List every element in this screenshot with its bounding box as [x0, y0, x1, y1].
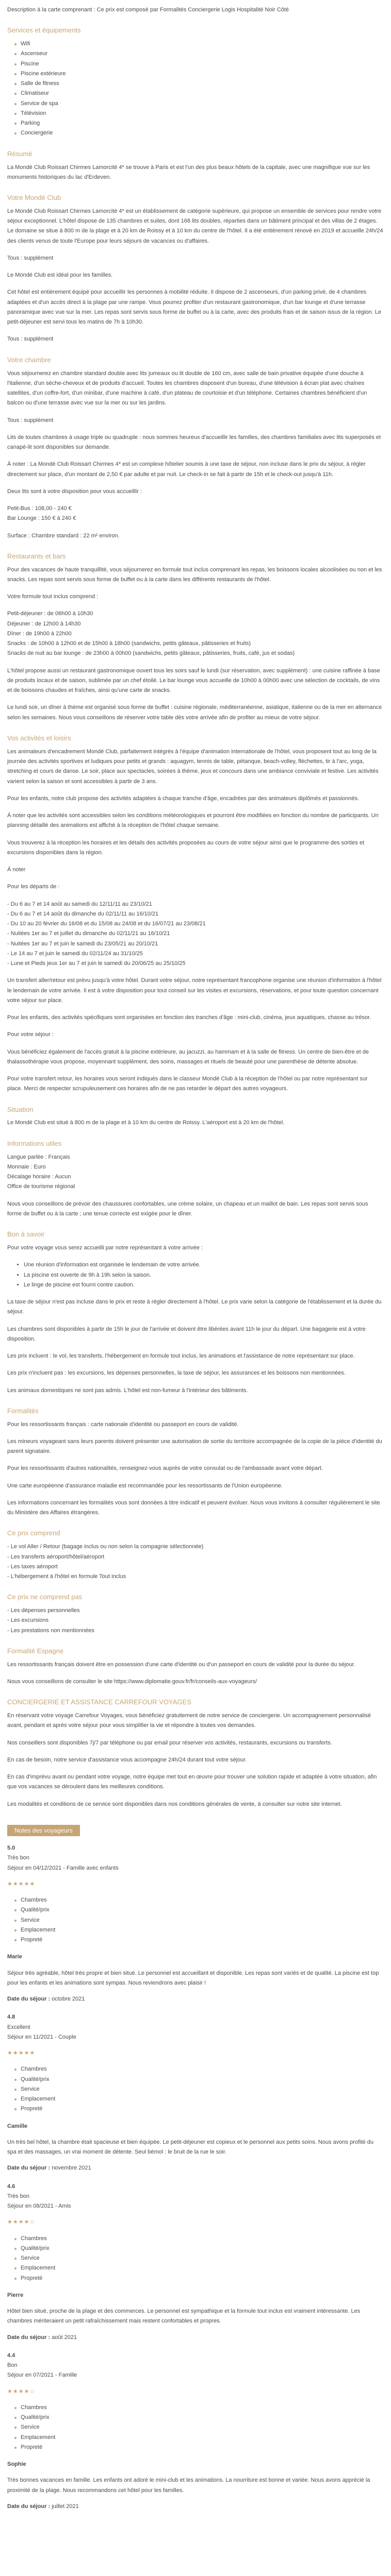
review-card — [7, 2012, 384, 2173]
compris-line: - Les taxes aéroport — [7, 1563, 58, 1570]
conciergerie-heading: CONCIERGERIE ET ASSISTANCE CARREFOUR VOYAGES — [7, 1698, 191, 1706]
review-category: Qualité/prix — [14, 2413, 384, 2422]
age-line: - Lune et Pieds jeux 1er au 7 et juin le samedi du 20/06/25 au 25/10/25 — [7, 960, 186, 967]
review-category: Qualité/prix — [14, 2075, 384, 2084]
review-title: Excellent — [7, 2024, 30, 2030]
age-lines — [7, 900, 384, 969]
hotel-paragraph: Le Mondé Club Roissart Chirmes Lamorcité 4* est un établissement de catégorie supérieure, qui propose un ensemble de services pour rendre votre séjour exceptionnel. L'hôtel dispose de 135 chambres et suites, dont 168 lits doubles, réparties dans un bâtiment principal et des villas de 2 étages. Le domaine se situe à 800 m de la plage et à 20 km de Roissy et à 10 km du centre de l'hôtel. Il a été entièrement rénové en 2019 et accueille 24h/24 des clients venus de toute l'Europe pour leurs séjours de vacances ou d'affaires. — [7, 208, 383, 244]
bon-paragraph: Les prix incluent : le vol, les transferts, l'hébergement en formule tout inclus, les animations et l'assistance de notre représentant sur place. — [7, 1353, 355, 1360]
review-date-value: juillet 2021 — [52, 2503, 79, 2510]
review-date-label: Date du séjour : — [7, 2334, 51, 2341]
review-category: Propreté — [14, 2274, 384, 2283]
review-meta: Séjour en 11/2021 - Couple — [7, 2033, 76, 2040]
chambre-paragraph: Lits de toutes chambres à usage triple ou quadruple : nous sommes heureux d'accueillir les familles, des chambres familiales avec lits superposés et canapé-lit sont disponibles sur demande. — [7, 434, 381, 451]
info-paragraph: Nous vous conseillons de prévoir des chaussures confortables, une crème solaire, un chapeau et un maillot de bain. Les repas sont servis sous forme de buffet ou à la carte ; une tenue correcte est exigée pour le dîner. — [7, 1200, 368, 1217]
compris-line: - L'hébergement à l'hôtel en formule Tout inclus — [7, 1573, 126, 1580]
formalite-espagne-heading: Formalité Espagne — [7, 1647, 64, 1655]
noncompris-line: - Les prestations non mentionnées — [7, 1627, 94, 1634]
formalites-paragraph: Les informations concernant les formalités vous sont données à titre indicatif et peuvent évoluer. Nous vous invitons à consulter régulièrement le site du Ministère des Affaires étrangères. — [7, 1499, 380, 1516]
hotel-more: Tous : supplément — [7, 255, 54, 261]
activites-paragraph: Vous bénéficiez également de l'accès gratuit à la piscine extérieure, au jacuzzi, au hammam et à la salle de fitness. Un centre de bien-être et de thalassothérapie vous propose, moyennant supplément, des soins, massages et rituels de beauté pour une parenthèse de détente absolue. — [7, 1048, 369, 1065]
age-line: - Du 10 au 20 février du 16/08 et du 15/08 au 24/08 et du 16/07/21 au 23/08/21 — [7, 921, 206, 927]
activites-paragraph: Vous trouverez à la réception les horaires et les détails des activités proposées au cours de votre séjour ainsi que le programme des sorties et excursions disponibles dans la région. — [7, 839, 365, 856]
activites-paragraph: Pour les enfants, des activités spécifiques sont organisées en fonction des tranches d'âge : mini-club, cinéma, jeux aquatiques, chasse au trésor. — [7, 1014, 371, 1021]
review-category: Chambres — [14, 2403, 384, 2413]
service-item: Télévision — [14, 109, 384, 118]
review-card — [7, 2182, 384, 2343]
age-line: - Nuitées 1er au 7 et juin le samedi du 23/05/21 au 20/10/21 — [7, 940, 158, 947]
review-text: Hôtel bien situé, proche de la plage et des commerces. Le personnel est sympathique et la formule tout inclus est vraiment intéressante. Les chambres mériteraient un petit rafraîchissement mais restent confortables et propres. — [7, 2308, 361, 2325]
review-date — [7, 2502, 384, 2512]
bon-paragraph: Les chambres sont disponibles à partir de 15h le jour de l'arrivée et doivent être libérées avant 11h le jour du départ. Une bagagerie est à votre disposition. — [7, 1326, 366, 1342]
review-date — [7, 1994, 384, 2004]
service-item: Piscine — [14, 59, 384, 69]
review-meta: Séjour en 07/2021 - Famille — [7, 2372, 77, 2379]
conciergerie-paragraph: Nos conseillers sont disponibles 7j/7 par téléphone ou par email pour réserver vos activités, restaurants, excursions ou transferts. — [7, 1739, 332, 1746]
formalites-paragraph: Pour les ressortissants d'autres nationalités, renseignez-vous auprès de votre consulat ou de l'ambassade avant votre départ. — [7, 1465, 323, 1472]
review-date-value: novembre 2021 — [52, 2165, 91, 2172]
chambre-more: Tous : supplément — [7, 417, 54, 423]
review-stars: ★★★★★ — [7, 1880, 36, 1887]
info-heading: Informations utiles — [7, 1139, 62, 1147]
review-date-value: août 2021 — [52, 2334, 77, 2341]
activites-paragraph: Pour les enfants, notre club propose des activités adaptées à chaque tranche d'âge, encadrées par des animateurs diplômés et passionnés. — [7, 795, 360, 802]
formalites-heading: Formalités — [7, 1406, 39, 1415]
review-author: Marie — [7, 1954, 22, 1960]
age-heading: À noter — [7, 867, 26, 873]
review-header — [7, 2012, 384, 2042]
activites-paragraph: Les animateurs d'encadrement Mondé Club, parfaitement intégrés à l'équipe d'animation internationale de l'hôtel, vous proposent tout au long de la journée des activités sportives et ludiques pour petits et grands : aquagym, tennis de table, pétanque, beach-volley, fléchettes, tir à l'arc, yoga, stretching et cours de danse. Le soir, place aux spectacles, soirées à thème, jeux et concours dans une ambiance conviviale et festive. Les activités varient selon la saison et sont accessibles à partir de 3 ans. — [7, 748, 379, 785]
review-date — [7, 2163, 384, 2173]
situation-text: Le Mondé Club est situé à 800 m de la plage et à 10 km du centre de Roissy. L'aéroport est à 20 km de l'hôtel. — [7, 1120, 285, 1126]
formalites-paragraph: Une carte européenne d'assurance maladie est recommandée pour les ressortissants de l'Union européenne. — [7, 1482, 283, 1489]
restaurants-line: Snacks : de 10h00 à 12h00 et de 15h00 à 18h00 (sandwichs, petits gâteaux, pâtisseries et fruits) — [7, 640, 251, 647]
bon-item: • Une réunion d'information est organisée le lendemain de votre arrivée. — [24, 1260, 384, 1270]
review-author: Pierre — [7, 2292, 24, 2298]
service-item: Salle de fitness — [14, 79, 384, 89]
review-stars: ★★★★★ — [7, 2050, 36, 2057]
review-category: Chambres — [14, 2064, 384, 2074]
review-author: Camille — [7, 2123, 28, 2129]
activites-heading: Vos activités et loisirs — [7, 734, 71, 742]
activites-paragraph: Un transfert aller/retour est prévu jusqu'à votre hôtel. Durant votre séjour, notre représentant francophone organise une réunion d'information à l'hôtel le lendemain de votre arrivée. Il est à votre disposition pour tout conseil sur les visites et excursions, réservations, et pour toute question concernant votre séjour sur place. — [7, 977, 382, 1004]
hotel-paragraph: Cet hôtel est entièrement équipé pour accueillir les personnes à mobilité réduite. Il dispose de 2 ascenseurs, d'un parking privé, de 4 chambres adaptées et d'un accès direct à la plage par une rampe. Vous pourrez profiter d'un restaurant gastronomique, d'un bar lounge et d'une terrasse panoramique avec vue sur la mer. Les repas sont servis sous forme de buffet ou à la carte, avec des produits frais et de saison issus de la région. Le petit-déjeuner est servi tous les matins de 7h à 10h30. — [7, 289, 381, 326]
services-heading: Services et équipements — [7, 26, 81, 35]
info-line: Décalage horaire : Aucun — [7, 1174, 71, 1180]
restaurants-line: Petit-déjeuner : de 06h00 à 10h30 — [7, 611, 93, 617]
review-stars: ★★★★☆ — [7, 2219, 36, 2226]
review-category: Emplacement — [14, 2433, 384, 2443]
restaurants-heading: Restaurants et bars — [7, 552, 66, 560]
chambre-paragraph: À noter : La Mondé Club Roissart Chirmes 4* est un complexe hôtelier soumis à une taxe de séjour, non incluse dans le prix du séjour, à régler directement sur place, d'un montant de 2,50 € par adulte et par nuit. Le check-in se fait à partir de 15h et le check-out jusqu'à 11h. — [7, 461, 366, 478]
review-category: Propreté — [14, 1935, 384, 1945]
review-header — [7, 2182, 384, 2212]
restaurants-line: Snacks de nuit au bar lounge : de 23h00 à 00h00 (sandwichs, petits gâteaux, pâtisseries, fruits, café, jus et sodas) — [7, 650, 295, 657]
restaurants-lines — [7, 609, 384, 658]
service-item: Conciergerie — [14, 128, 384, 138]
bon-item: • La piscine est ouverte de 9h à 19h selon la saison. — [24, 1270, 384, 1280]
bon-paragraph: La taxe de séjour n'est pas incluse dans le prix et reste à régler directement à l'hôtel. Le prix varie selon la catégorie de l'établissement et la durée du séjour. — [7, 1299, 382, 1315]
review-header — [7, 2351, 384, 2381]
age-line: - Du 6 au 7 et 14 août au samedi du 12/11/11 au 23/10/21 — [7, 901, 152, 907]
age-line: - Le 14 au 7 et juin le samedi du 02/11/24 au 31/10/25 — [7, 950, 143, 957]
reviews-list — [7, 1843, 384, 2512]
service-item: Piscine extérieure — [14, 69, 384, 79]
noncompris-heading: Ce prix ne comprend pas — [7, 1593, 83, 1601]
restaurants-line: Déjeuner : de 12h00 à 14h30 — [7, 620, 81, 627]
review-category: Propreté — [14, 2104, 384, 2114]
noncompris-line: - Les excursions — [7, 1617, 49, 1624]
chambre-paragraph: Vous séjournerez en chambre standard double avec lits jumeaux ou lit double de 160 cm, avec salle de bain privative équipée d'une douche à l'italienne, d'un sèche-cheveux et de produits d'accueil. Toutes les chambres disposent d'un bureau, d'une télévision à écran plat avec chaînes satellites, d'un coffre-fort, d'un minibar, d'une machine à café, d'un plateau de courtoisie et d'un téléphone. Certaines chambres bénéficient d'un balcon ou d'une terrasse avec vue sur la mer ou sur les jardins. — [7, 370, 367, 406]
service-item: Climatiseur — [14, 89, 384, 98]
bon-heading: Bon à savoir — [7, 1230, 45, 1239]
bon-list — [7, 1260, 384, 1290]
review-category: Service — [14, 2422, 384, 2432]
review-category: Chambres — [14, 2234, 384, 2244]
review-stars: ★★★★☆ — [7, 2388, 36, 2395]
bon-item: • Le linge de piscine est fourni contre caution. — [24, 1280, 384, 1290]
review-category: Service — [14, 2253, 384, 2263]
review-title: Très bon — [7, 2193, 30, 2199]
bon-intro: Pour votre voyage vous serez accueilli par notre représentant à votre arrivée : — [7, 1245, 203, 1251]
conciergerie-paragraph: En cas de besoin, notre service d'assistance vous accompagne 24h/24 durant tout votre séjour. — [7, 1756, 247, 1763]
review-category: Qualité/prix — [14, 2244, 384, 2253]
info-line: Monnaie : Euro — [7, 1163, 46, 1170]
review-card — [7, 2351, 384, 2512]
services-list — [7, 39, 384, 139]
intro-text: Description à la carte comprenant : Ce prix est composé par Formalités Conciergerie Logis Hospitalité Noir Côté — [7, 7, 289, 13]
hotel-heading: Votre Mondé Club — [7, 194, 61, 202]
review-date-label: Date du séjour : — [7, 2503, 51, 2510]
restaurants-paragraph: Pour des vacances de haute tranquillité, vous séjournerez en formule tout inclus comprenant les repas, les boissons locales alcoolisées ou non et les snacks. Les repas sont servis sous forme de buffet ou à la carte dans les différents restaurants de l'hôtel. — [7, 566, 382, 583]
noncompris-line: - Les dépenses personnelles — [7, 1607, 80, 1614]
info-line: Office de tourisme régional — [7, 1183, 75, 1190]
age-line: - Du 6 au 7 et 14 août du dimanche du 02/11/11 au 16/10/21 — [7, 910, 159, 917]
review-category: Emplacement — [14, 2263, 384, 2273]
formalite-paragraph: Nous vous conseillons de consulter le site https://www.diplomatie.gouv.fr/fr/conseils-aux-voyageurs/ — [7, 1679, 257, 1685]
review-meta: Séjour en 08/2021 - Amis — [7, 2203, 71, 2210]
noncompris-lines — [7, 1606, 384, 1636]
review-score: 4.8 — [7, 2014, 15, 2021]
service-item: Parking — [14, 118, 384, 128]
activites-paragraph: Pour votre séjour : — [7, 1031, 54, 1038]
service-item: Wifi — [14, 39, 384, 49]
bon-paragraph: Les prix n'incluent pas : les excursions, les dépenses personnelles, la taxe de séjour, les assurances et les boissons non mentionnées. — [7, 1370, 346, 1377]
review-category: Qualité/prix — [14, 1905, 384, 1915]
hotel-more: Tous : supplément — [7, 336, 54, 343]
age-line: - Nuitées 1er au 7 et juillet du dimanche du 02/11/21 au 16/10/21 — [7, 930, 170, 937]
formalites-paragraph: Pour les ressortissants français : carte nationale d'identité ou passeport en cours de validité. — [7, 1421, 239, 1428]
activites-paragraph: Pour votre transfert retour, les horaires vous seront indiqués dans le classeur Mondé Club à la réception de l'hôtel ou par notre représentant sur place. Merci de respecter scrupuleusement ces horaires afin de ne pas retarder le départ des autres voyageurs. — [7, 1076, 368, 1092]
resume-text: La Mondé Club Roissart Chirmes Lamorcité 4* se trouve à Paris et est l'un des plus beaux hôtels de la capitale, avec une magnifique vue sur les monuments historiques du lac d'Erdeven. — [7, 164, 370, 180]
info-line: Langue parlée : Français — [7, 1154, 70, 1160]
chambre-line: Bar Lounge : 150 € à 240 € — [7, 515, 76, 522]
review-meta: Séjour en 04/12/2021 - Famille avec enfants — [7, 1865, 119, 1871]
conciergerie-paragraph: En réservant votre voyage Carrefour Voyages, vous bénéficiez gratuitement de notre service de conciergerie. Un accompagnement personnalisé avant, pendant et après votre séjour pour vous simplifier la vie et répondre à toutes vos demandes. — [7, 1713, 371, 1729]
review-text: Un très bel hôtel, la chambre était spacieuse et bien équipée. Le petit-déjeuner est copieux et le personnel aux petits soins. Nous avons profité du spa et des massages, un vrai moment de détente. Seul bémol : le bruit de la rue le soir. — [7, 2139, 373, 2156]
compris-heading: Ce prix comprend — [7, 1529, 60, 1537]
activites-paragraph: À noter que les activités sont accessibles selon les conditions météorologiques et pourront être modifiées en fonction du nombre de participants. Un planning détaillé des animations est affiché à la réception de l'hôtel chaque semaine. — [7, 812, 379, 829]
review-date — [7, 2333, 384, 2343]
compris-line: - Les transferts aéroport/hôtel/aéroport — [7, 1553, 105, 1560]
situation-heading: Situation — [7, 1105, 34, 1113]
review-date-label: Date du séjour : — [7, 2165, 51, 2172]
info-lines — [7, 1153, 384, 1192]
review-date-value: octobre 2021 — [52, 1996, 85, 2003]
review-category: Propreté — [14, 2443, 384, 2452]
hotel-paragraph: Le Mondé Club est idéal pour les familles. — [7, 272, 113, 279]
review-text: Très bonnes vacances en famille. Les enfants ont adoré le mini-club et les animations. La nourriture est bonne et variée. Nous avons apprécié la proximité de la plage. Nous recommandons cet hôtel pour les familles. — [7, 2477, 370, 2494]
conciergerie-paragraph: En cas d'imprévu avant ou pendant votre voyage, notre équipe met tout en œuvre pour trouver une solution rapide et adaptée à votre situation, afin que vos vacances se déroulent dans les meilleures conditions. — [7, 1774, 377, 1790]
service-item: Ascenseur — [14, 49, 384, 59]
review-title: Bon — [7, 2362, 18, 2369]
review-categories — [7, 2403, 384, 2452]
review-categories — [7, 1895, 384, 1945]
restaurants-paragraph: L'hôtel propose aussi un restaurant gastronomique ouvert tous les soirs sauf le lundi (sur réservation, avec supplément) : une cuisine raffinée à base de produits locaux et de saison, sublimée par un chef étoilé. Le bar lounge vous accueille de 10h00 à 00h00 avec une sélection de cocktails, de vins et de boissons chaudes et fraîches, ainsi qu'une carte de snacks. — [7, 667, 380, 694]
review-category: Emplacement — [14, 1925, 384, 1935]
review-header — [7, 1843, 384, 1873]
review-title: Très bon — [7, 1855, 30, 1861]
review-score: 4.6 — [7, 2183, 15, 2190]
restaurants-paragraph: Le lundi soir, un dîner à thème est organisé sous forme de buffet : cuisine régionale, méditerranéenne, asiatique, italienne ou de la mer en alternance selon les semaines. Nous vous conseillons de réserver votre table dès votre arrivée afin de profiter au mieux de votre séjour. — [7, 704, 382, 721]
review-category: Chambres — [14, 1895, 384, 1905]
restaurants-paragraph: Votre formule tout inclus comprend : — [7, 594, 99, 600]
review-card — [7, 1843, 384, 2004]
reviews-button-row — [7, 1825, 384, 1836]
chambre-heading: Votre chambre — [7, 355, 51, 364]
review-score: 4.4 — [7, 2352, 15, 2359]
review-date-label: Date du séjour : — [7, 1996, 51, 2003]
chambre-line: Petit-Bus : 108,00 - 240 € — [7, 505, 72, 512]
resume-heading: Résumé — [7, 149, 32, 158]
conciergerie-paragraph: Les modalités et conditions de ce service sont disponibles dans nos conditions générales de vente, à consulter sur notre site internet. — [7, 1801, 342, 1807]
service-item: Service de spa — [14, 99, 384, 109]
chambre-paragraph: Deux lits sont à votre disposition pour vous accueillir : — [7, 488, 142, 495]
age-intro: Pour les départs de : — [7, 884, 60, 890]
bon-paragraph: Les animaux domestiques ne sont pas admis. L'hôtel est non-fumeur à l'intérieur des bâtiments. — [7, 1387, 248, 1394]
review-category: Service — [14, 1916, 384, 1925]
formalite-paragraph: Les ressortissants français doivent être en possession d'une carte d'identité ou d'un passeport en cours de validité pour la durée du séjour. — [7, 1661, 355, 1668]
restaurants-line: Dîner : de 19h00 à 22h00 — [7, 630, 72, 637]
review-category: Emplacement — [14, 2094, 384, 2104]
review-categories — [7, 2064, 384, 2114]
review-category: Service — [14, 2084, 384, 2094]
chambre-paragraph: Surface : Chambre standard : 22 m² environ. — [7, 532, 120, 539]
review-text: Séjour très agréable, hôtel très propre et bien situé. Le personnel est accueillant et disponible. Les repas sont variés et de qualité. La piscine est top pour les enfants et les animations sont sympas. Nous reviendrons avec plaisir ! — [7, 1970, 379, 1986]
reviews-button[interactable]: Notes des voyageurs — [7, 1825, 80, 1836]
review-author: Sophie — [7, 2461, 26, 2468]
review-score: 5.0 — [7, 1845, 15, 1852]
review-categories — [7, 2234, 384, 2283]
formalites-paragraph: Les mineurs voyageant sans leurs parents doivent présenter une autorisation de sortie du territoire accompagnée de la copie de la pièce d'identité du parent signataire. — [7, 1438, 382, 1455]
compris-lines — [7, 1542, 384, 1582]
compris-line: - Le vol Aller / Retour (bagage inclus ou non selon la compagnie sélectionnée) — [7, 1544, 204, 1550]
chambre-lines — [7, 504, 384, 524]
